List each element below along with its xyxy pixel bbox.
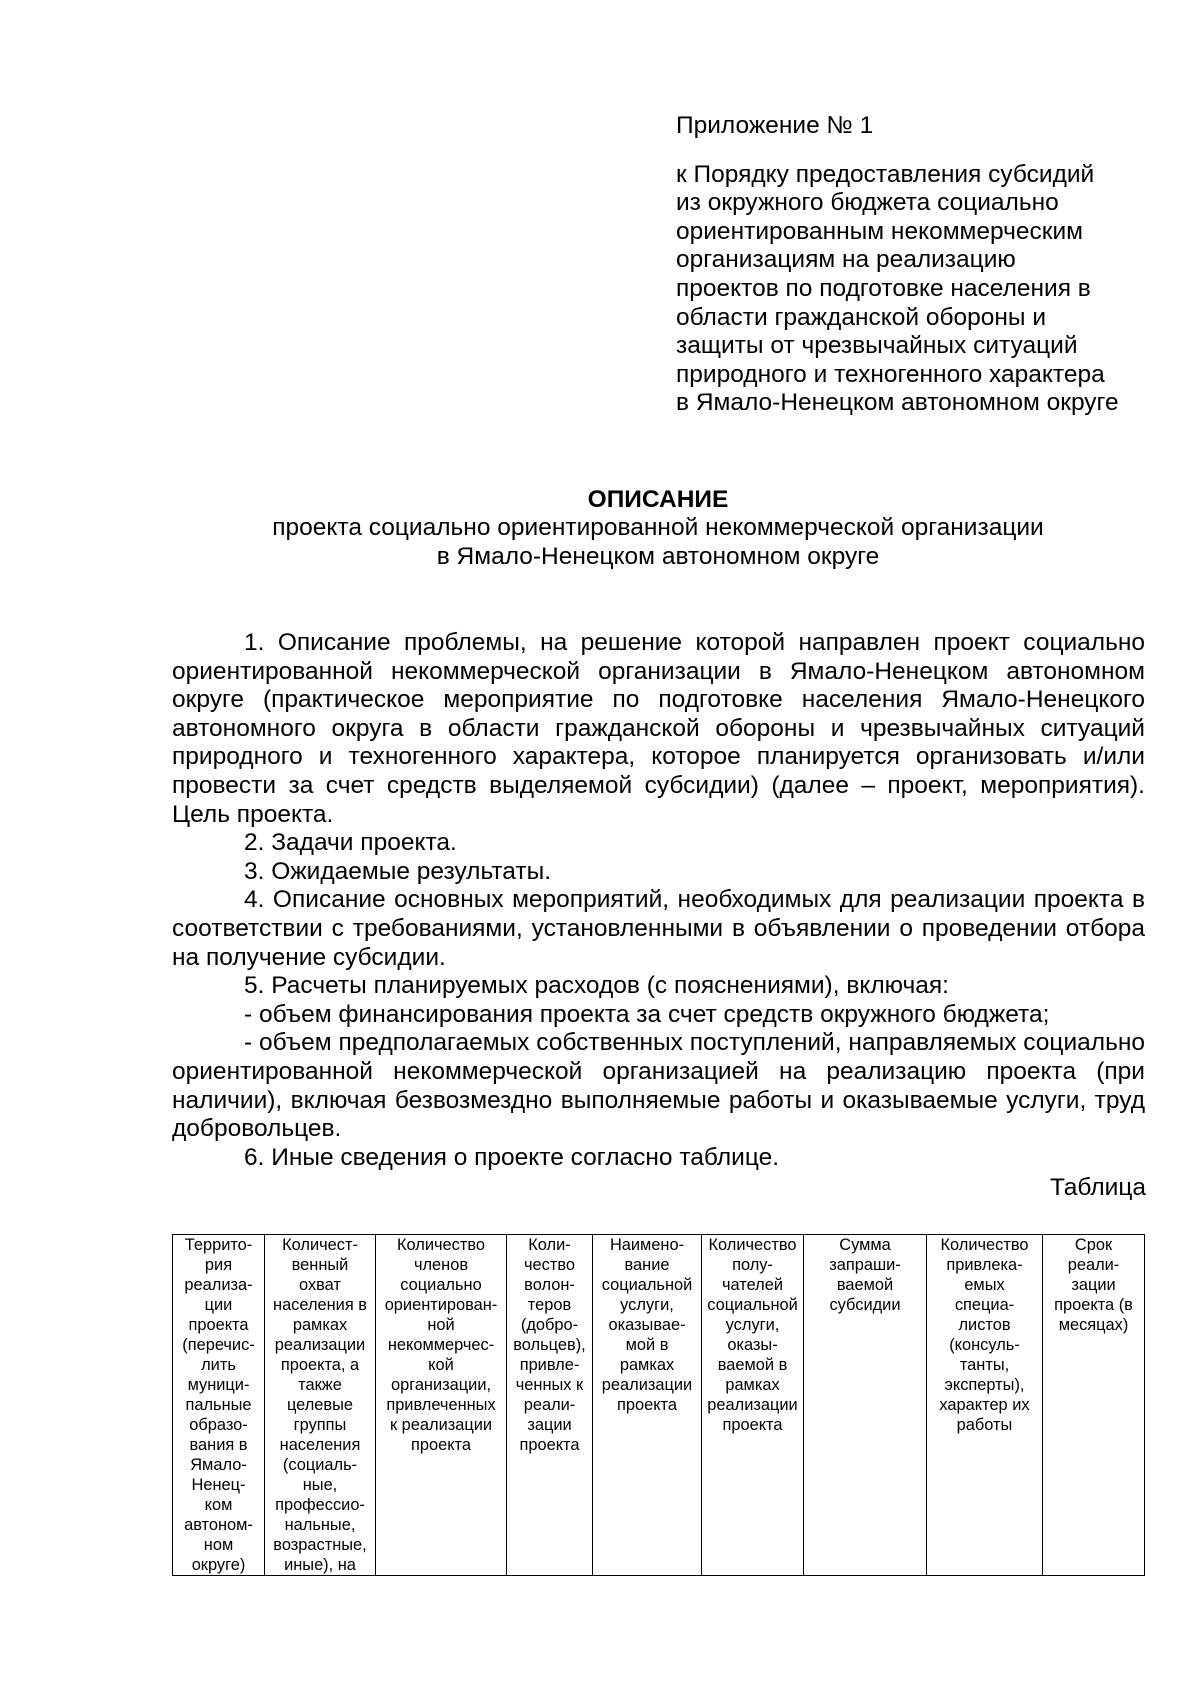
table-header-cell: Наимено- вание социальной услуги, оказывае- мой в рамках реализации проекта [593, 1235, 702, 1576]
table-header-cell: Количество членов социально ориентирован- ной некоммерчес- кой организации, привлеченных к реализации проекта [376, 1235, 507, 1576]
table-header-cell: Количество полу- чателей социальной услуги, оказы- ваемой в рамках реализации проекта [702, 1235, 804, 1576]
document-title: ОПИСАНИЕ [587, 486, 729, 513]
paragraph-own-revenues: - объем предполагаемых собственных поступлений, направляемых социально ориентированной некоммерческой организацией на реализацию проекта (при наличии), включая безвозмездно выполняемые работы и оказываемые услуги, труд добровольцев. [172, 1029, 1145, 1143]
table-header-cell: Террито- рия реализа- ции проекта (перечис- лить муници- пальные образо- вания в Ямало- Ненец- ком автоном- ном округе) [173, 1235, 265, 1576]
appendix-line: ориентированным некоммерческим [676, 217, 1084, 245]
appendix-line: проектов по подготовке населения в [676, 274, 1091, 302]
table-header-cell: Коли- чество волон- теров (добро- вольцев), привле- ченных к реали- зации проекта [507, 1235, 593, 1576]
title-block [170, 486, 1146, 571]
appendix-line: в Ямало-Ненецком автономном округе [676, 389, 1119, 417]
subtitle-line: в Ямало-Ненецком автономном округе [436, 542, 880, 570]
appendix-line: области гражданской обороны и [676, 303, 1047, 331]
appendix-line: защиты от чрезвычайных ситуаций [676, 332, 1078, 360]
table-header-cell: Сумма запраши- ваемой субсидии [804, 1235, 927, 1576]
appendix-block [676, 112, 1176, 418]
table-header-cell: Количество привлека- емых специа- листов (консуль- танты, эксперты), характер их работы [927, 1235, 1043, 1576]
paragraph-tasks: 2. Задачи проекта. [244, 829, 457, 857]
appendix-line: из окружного бюджета социально [676, 189, 1059, 217]
project-info-table [172, 1234, 1145, 1576]
appendix-number: Приложение № 1 [676, 112, 874, 139]
table-header-cell: Количест- венный охват населения в рамках реализации проекта, а также целевые группы населения (социаль- ные, профессио- нальные, возрастные, иные), на [265, 1235, 376, 1576]
appendix-text [676, 161, 1176, 418]
appendix-line: организациям на реализацию [676, 246, 1016, 274]
subtitle-line: проекта социально ориентированной некоммерческой организации [272, 514, 1044, 541]
table-header-row [173, 1235, 1145, 1576]
paragraph-other-information: 6. Иные сведения о проекте согласно таблице. [244, 1143, 780, 1171]
appendix-line: к Порядку предоставления субсидий [676, 160, 1095, 188]
paragraph-budget-financing: - объем финансирования проекта за счет средств окружного бюджета; [244, 1000, 1050, 1028]
paragraph-expense-calculations: 5. Расчеты планируемых расходов (с пояснениями), включая: [244, 972, 949, 1000]
paragraph-problem-description: 1. Описание проблемы, на решение которой направлен проект социально ориентированной некоммерческой организации в Ямало-Ненецком автономном округе (практическое мероприятие по подготовке населения Ямало-Ненецкого автономного округа в области гражданской обороны и чрезвычайных ситуаций природного и техногенного характера, которое планируется организовать и/или провести за счет средств выделяемой субсидии) (далее – проект, мероприятия). Цель проекта. [172, 629, 1145, 828]
body-text [172, 629, 1145, 1172]
document-subtitle [170, 514, 1146, 571]
table-header-cell: Срок реали- зации проекта (в месяцах) [1043, 1235, 1145, 1576]
paragraph-expected-results: 3. Ожидаемые результаты. [244, 857, 552, 885]
table-caption: Таблица [1049, 1174, 1146, 1201]
paragraph-main-activities: 4. Описание основных мероприятий, необходимых для реализации проекта в соответствии с требованиями, установленными в объявлении о проведении отбора на получение субсидии. [172, 886, 1145, 971]
appendix-line: природного и техногенного характера [676, 360, 1105, 388]
